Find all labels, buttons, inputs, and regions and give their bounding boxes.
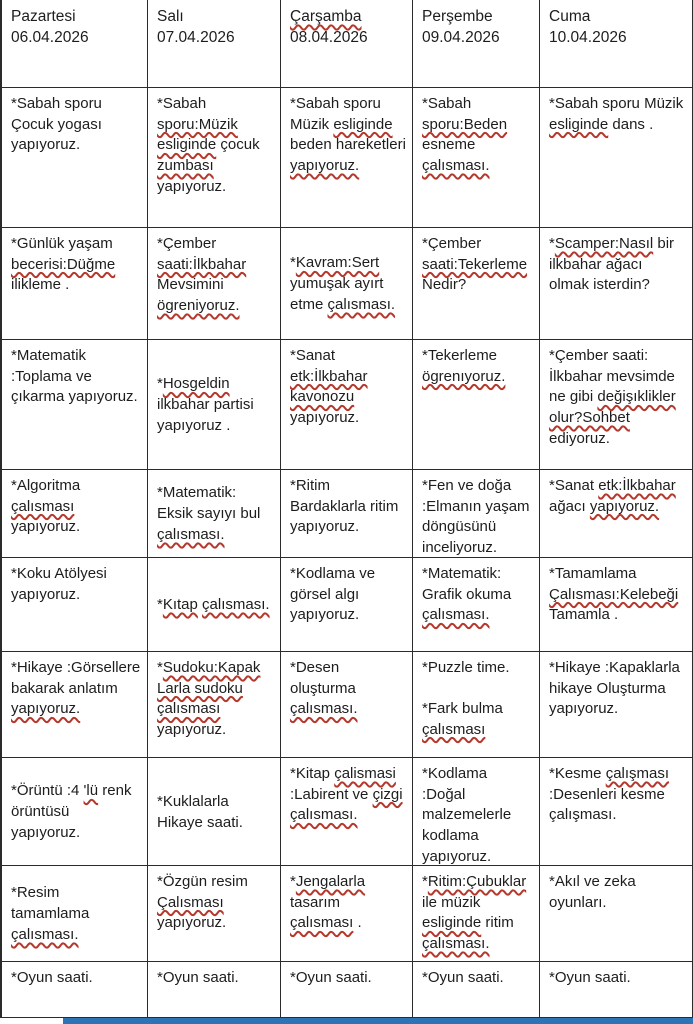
table-cell [148,758,281,866]
day-header [540,0,693,88]
day-date: 08.04.2026 [290,29,368,47]
day-name: Perşembe [422,8,493,25]
activity-text: *Desen oluşturma çalısması. [290,659,358,718]
activity-text: *Sabah sporu:Müzik esliginde çocuk zumbası yapıyoruz. [157,95,260,195]
activity-text: *Sabah sporu Müzik esliginde dans . [549,95,684,133]
activity-text: *Kıtap çalısması. [157,596,270,614]
activity-text: *Hikaye :Kapaklarla hikaye Oluşturma yapıyoruz. [549,659,680,718]
activity-text: *Oyun saati. [157,969,239,986]
table-cell [281,340,413,470]
day-header [281,0,413,88]
table-cell [540,758,693,866]
table-cell [0,866,148,962]
activity-text: *Oyun saati. [422,969,504,986]
day-name: Pazartesi [11,8,76,25]
table-cell [281,962,413,1018]
day-date: 09.04.2026 [422,29,500,47]
table-cell [540,228,693,340]
table-cell [413,758,540,866]
table-cell [540,470,693,558]
table-cell [281,652,413,758]
table-cell [540,962,693,1018]
table-cell [148,866,281,962]
table-cell [413,340,540,470]
activity-text: *Sabah sporu Çocuk yogası yapıyoruz. [11,95,102,154]
activity-text: *Matematik: Eksik sayıyı bul çalısması. [157,484,261,543]
table-cell [281,228,413,340]
activity-text: *Sanat etk:İlkbahar kavonozu yapıyoruz. [290,347,368,427]
day-header [0,0,148,88]
activity-text: *Resim tamamlama çalısması. [11,884,90,943]
table-cell [413,652,540,758]
table-cell [148,962,281,1018]
table-cell [148,340,281,470]
day-name: Cuma [549,8,591,25]
table-cell [0,652,148,758]
table-cell [148,88,281,228]
activity-text: *Tamamlama Çalısması:Kelebeği Tamamla . [549,565,679,624]
day-date: 06.04.2026 [11,29,89,47]
table-cell [281,88,413,228]
table-cell [148,558,281,652]
activity-text: *Günlük yaşam becerisi:Düğme ilikleme . [11,235,116,294]
table-cell [0,962,148,1018]
table-cell [148,652,281,758]
activity-text: *Sudoku:Kapak Larla sudoku çalısması yapıyoruz. [157,659,261,739]
table-cell [540,88,693,228]
day-date: 07.04.2026 [157,29,235,47]
activity-text: *Kavram:Sert yumuşak ayırt etme çalısması. [290,254,396,313]
activity-text: *Kodlama ve görsel algı yapıyoruz. [290,565,376,624]
activity-text: *Kodlama :Doğal malzemelerle kodlama yapıyoruz. [422,765,512,865]
table-cell [0,228,148,340]
table-cell [413,88,540,228]
activity-text: *Sabah sporu Müzik esliginde beden hareketleri yapıyoruz. [290,95,406,175]
table-cell [540,558,693,652]
table-cell [281,470,413,558]
table-cell [413,470,540,558]
activity-text: *Kuklalarla Hikaye saati. [157,792,243,831]
activity-text: *Çember saati: İlkbahar mevsimde ne gibi değişıklikler olur?Sohbet ediyoruz. [549,347,676,447]
table-cell [413,962,540,1018]
table-cell [281,758,413,866]
activity-text: *Oyun saati. [549,969,631,986]
activity-text: *Ritim Bardaklarla ritim yapıyoruz. [290,477,399,536]
activity-text: *Koku Atölyesi yapıyoruz. [11,565,107,603]
activity-text: *Jengalarla tasarım çalısması . [290,873,366,932]
activity-text: *Akıl ve zeka oyunları. [549,873,636,911]
activity-text: *Hosgeldin ilkbahar partisi yapıyoruz . [157,375,254,434]
table-cell [413,558,540,652]
activity-text: *Kesme çalışması :Desenleri kesme çalışması. [549,765,670,824]
activity-text: *Scamper:Nasıl bir ilkbahar ağacı olmak isterdin? [549,235,675,294]
activity-text: *Fark bulma çalısması [422,699,503,738]
day-name: Salı [157,8,184,25]
activity-text: *Ritim:Çubuklar ile müzik esliginde ritim çalısması. [422,873,527,953]
table-cell [540,866,693,962]
day-date: 10.04.2026 [549,29,627,47]
day-header [148,0,281,88]
activity-text: *Hikaye :Görsellere bakarak anlatım yapıyoruz. [11,659,141,718]
table-cell [148,470,281,558]
activity-text: *Kitap çalismasi :Labirent ve çizgi çalısması. [290,765,403,824]
activity-text: *Sanat etk:İlkbahar ağacı yapıyoruz. [549,477,676,515]
activity-text: *Algoritma çalısması yapıyoruz. [11,477,81,536]
table-cell [0,470,148,558]
activity-text: *Oyun saati. [290,969,372,986]
day-header [413,0,540,88]
table-cell [540,652,693,758]
table-cell [413,866,540,962]
activity-text: *Çember saati:İlkbahar Mevsimini ögreniyoruz. [157,235,247,315]
activity-text: *Özgün resim Çalısması yapıyoruz. [157,873,248,932]
table-cell [0,340,148,470]
activity-text: *Matematik :Toplama ve çıkarma yapıyoruz. [11,347,138,406]
activity-text: *Fen ve doğa :Elmanın yaşam döngüsünü inceliyoruz. [422,477,530,557]
activity-text: *Tekerleme ögrenıyoruz. [422,347,506,385]
table-cell [0,558,148,652]
table-cell [540,340,693,470]
activity-text: *Puzzle time. [422,659,510,676]
activity-text: *Oyun saati. [11,969,93,986]
table-cell [0,758,148,866]
table-cell [281,558,413,652]
table-cell [148,228,281,340]
table-cell [281,866,413,962]
table-cell [413,228,540,340]
activity-text: *Örüntü :4 'lü renk örüntüsü yapıyoruz. [11,782,132,841]
activity-text: *Matematik: Grafik okuma çalısması. [422,565,512,624]
activity-text: *Sabah sporu:Beden esneme çalısması. [422,95,508,175]
day-name: Çarşamba [290,8,362,25]
bottom-blue-bar [63,1018,693,1024]
activity-text: *Çember saati:Tekerleme Nedir? [422,235,528,294]
table-cell [0,88,148,228]
